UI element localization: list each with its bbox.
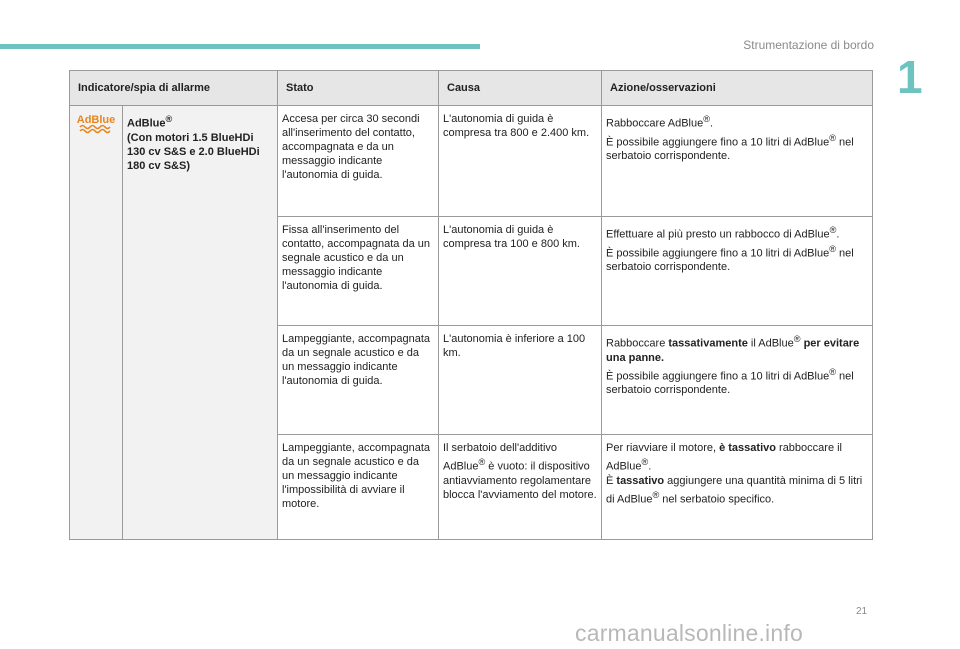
- row3-causa: L'autonomia è inferiore a 100 km.: [439, 326, 602, 435]
- row4-causa: Il serbatoio dell'additivo AdBlue® è vuoto: il dispositivo antiavviamento regolamentare blocca l'avviamento del motore.: [439, 435, 602, 540]
- warning-lights-table: [69, 70, 873, 540]
- row1-azione: Rabboccare AdBlue®. È possibile aggiungere fino a 10 litri di AdBlue® nel serbatoio corrispondente.: [602, 106, 873, 217]
- row2-stato: Fissa all'inserimento del contatto, accompagnata da un segnale acustico e da un messaggio indicante l'autonomia di guida.: [278, 217, 439, 326]
- column-header-stato: Stato: [278, 71, 439, 106]
- row1-stato: Accesa per circa 30 secondi all'inserimento del contatto, accompagnata e da un messaggio indicante l'autonomia di guida.: [278, 106, 439, 217]
- registered-mark: ®: [165, 114, 173, 124]
- row3-stato: Lampeggiante, accompagnata da un segnale acustico e da un messaggio indicante l'autonomia di guida.: [278, 326, 439, 435]
- adblue-icon-text: AdBlue: [76, 114, 116, 126]
- section-title: Strumentazione di bordo: [743, 38, 874, 52]
- row2-azione: Effettuare al più presto un rabbocco di AdBlue®. È possibile aggiungere fino a 10 litri di AdBlue® nel serbatoio corrispondente.: [602, 217, 873, 326]
- row4-stato: Lampeggiante, accompagnata da un segnale acustico e da un messaggio indicante l'impossibilità di avviare il motore.: [278, 435, 439, 540]
- header-accent-bar: [0, 44, 480, 49]
- row3-azione: Rabboccare tassativamente il AdBlue® per evitare una panne. È possibile aggiungere fino a 10 litri di AdBlue® nel serbatoio corrispondente.: [602, 326, 873, 435]
- column-header-azione: Azione/osservazioni: [602, 71, 873, 106]
- row4-azione: Per riavviare il motore, è tassativo rabboccare il AdBlue®. È tassativo aggiungere una quantità minima di 5 litri di AdBlue® nel serbatoio specifico.: [602, 435, 873, 540]
- column-header-causa: Causa: [439, 71, 602, 106]
- indicator-icon-cell: [70, 106, 123, 540]
- row1-causa: L'autonomia di guida è compresa tra 800 e 2.400 km.: [439, 106, 602, 217]
- chapter-number: 1: [897, 51, 923, 103]
- row2-causa: L'autonomia di guida è compresa tra 100 e 800 km.: [439, 217, 602, 326]
- page-number: 21: [856, 606, 868, 617]
- indicator-name: AdBlue: [127, 117, 166, 130]
- adblue-warning-icon: [76, 112, 116, 138]
- watermark: carmanualsonline.info: [575, 620, 803, 646]
- indicator-name-cell: [123, 106, 278, 540]
- table-row: [70, 106, 873, 217]
- table-header-row: [70, 71, 873, 106]
- column-header-indicator: Indicatore/spia di allarme: [70, 71, 278, 106]
- indicator-models: (Con motori 1.5 BlueHDi 130 cv S&S e 2.0 BlueHDi 180 cv S&S): [127, 131, 260, 172]
